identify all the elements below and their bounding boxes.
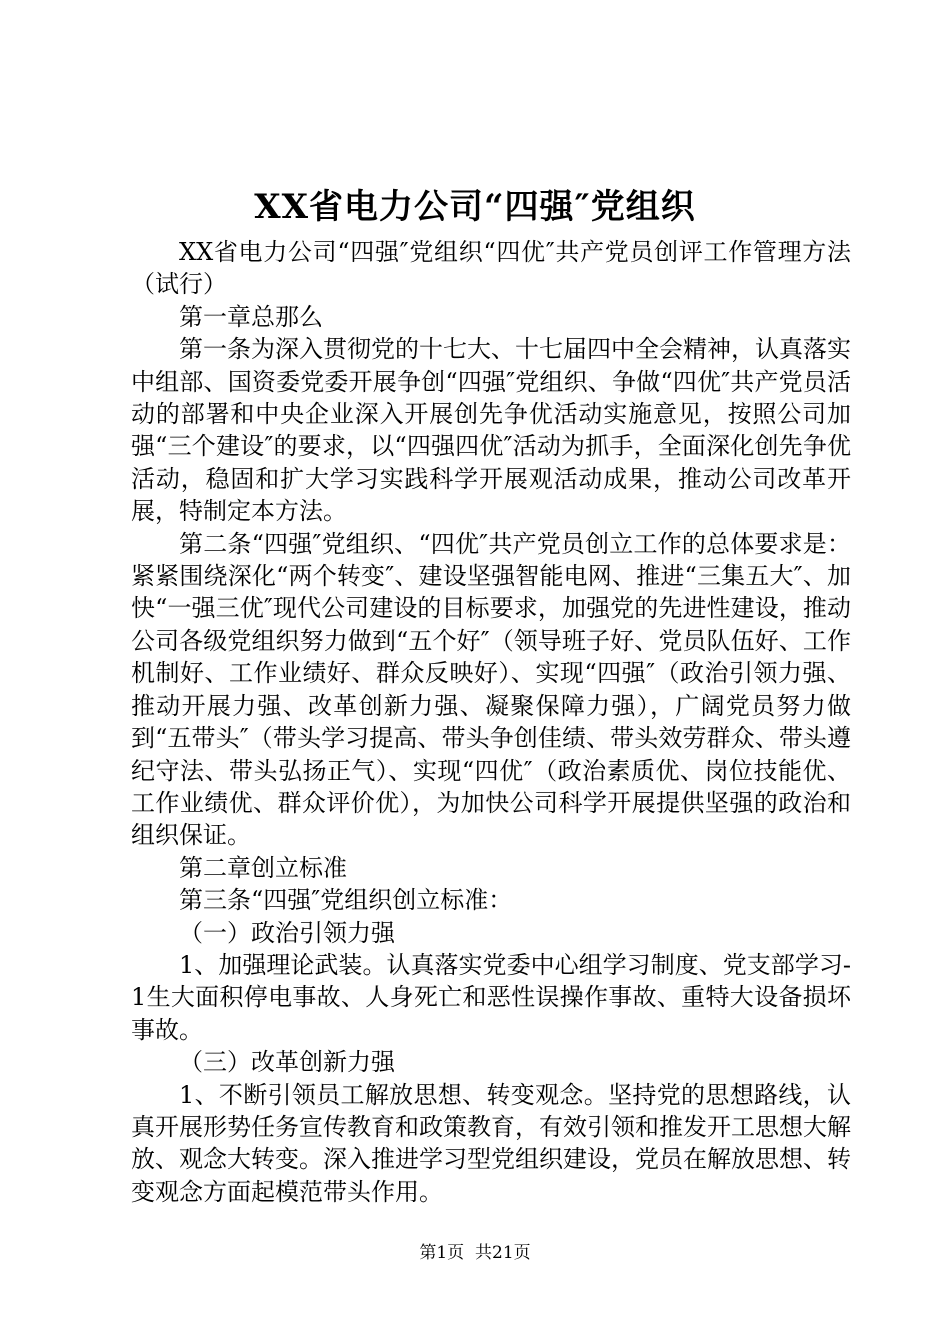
paragraph-article-2: 第二条“四强″党组织、“四优″共产党员创立工作的总体要求是：紧紧围绕深化“两个转变″、建设坚强智能电网、推进“三集五大″、加快“一强三优″现代公司建设的目标要求，加强党的先进性建设，推动公司各级党组织努力做到“五个好″（领导班子好、党员队伍好、工作机制好、工作业绩好、群众反映好）、实现“四强″（政治引领力强、推动开展力强、改革创新力强、凝聚保障力强），广阔党员努力做到“五带头″（带头学习提高、带头争创佳绩、带头效劳群众、带头遵纪守法、带头弘扬正气）、实现“四优″（政治素质优、岗位技能优、工作业绩优、群众评价优），为加快公司科学开展提供坚强的政治和组织保证。 [131,529,851,850]
footer-gap [464,1243,475,1263]
paragraph-subtitle: XX省电力公司“四强″党组织“四优″共产党员创评工作管理方法（试行） [131,238,851,299]
paragraph-article-1: 第一条为深入贯彻党的十七大、十七届四中全会精神，认真落实中组部、国资委党委开展争创“四强″党组织、争做“四优″共产党员活动的部署和中央企业深入开展创先争优活动实施意见，按照公司加强“三个建设″的要求，以“四强四优″活动为抓手，全面深化创先争优活动，稳固和扩大学习实践科学开展观活动成果，推动公司改革开展，特制定本方法。 [131,335,851,526]
paragraph-section-3: （三）改革创新力强 [179,1048,395,1077]
paragraph-article-3: 第三条“四强″党组织创立标准： [179,886,513,915]
page-footer [0,1241,950,1265]
document-title: XX省电力公司“四强″党组织 [254,187,696,227]
page-total: 共21页 [475,1243,531,1263]
paragraph-section-1: （一）政治引领力强 [179,918,395,947]
document-body [131,236,851,1208]
page-number: 第1页 [419,1243,465,1263]
paragraph-chapter-2: 第二章创立标准 [179,853,347,882]
paragraph-chapter-1: 第一章总那么 [179,302,323,331]
paragraph-item-1b: 1、不断引领员工解放思想、转变观念。坚持党的思想路线，认真开展形势任务宣传教育和政策教育，有效引领和推发开工思想大解放、观念大转变。深入推进学习型党组织建设，党员在解放思想、转变观念方面起模范带头作用。 [131,1080,851,1206]
paragraph-item-1a: 1、加强理论武装。认真落实党委中心组学习制度、党支部学习-1生大面积停电事故、人身死亡和恶性误操作事故、重特大设备损坏事故。 [131,950,851,1044]
